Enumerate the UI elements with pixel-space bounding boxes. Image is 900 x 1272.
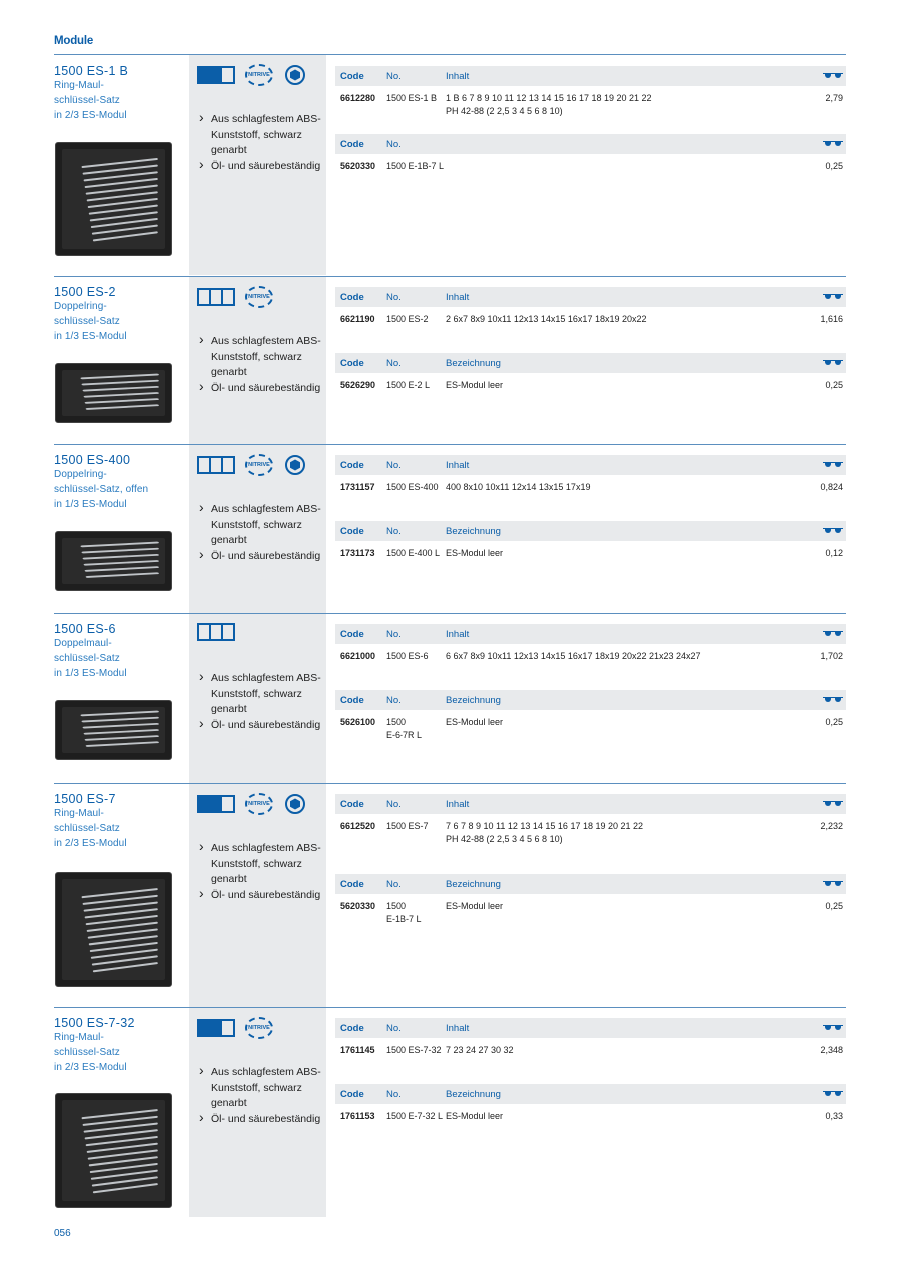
product-section bbox=[54, 444, 846, 613]
product-subtitle: Ring-Maul- bbox=[54, 1032, 104, 1043]
feature-panel bbox=[189, 1008, 326, 1217]
col-header-weight bbox=[786, 291, 846, 303]
table-row bbox=[335, 1104, 846, 1123]
table-header bbox=[335, 624, 846, 644]
col-header-description: Bezeichnung bbox=[446, 357, 501, 369]
table-row bbox=[335, 710, 846, 742]
col-header-weight bbox=[786, 798, 846, 810]
table-header bbox=[335, 353, 846, 373]
article-number-line: 1500 bbox=[386, 717, 407, 727]
col-header-code: Code bbox=[340, 459, 364, 471]
product-subtitle: schlüssel-Satz bbox=[54, 823, 120, 834]
article-description-line: ES-Modul leer bbox=[446, 717, 504, 727]
article-description bbox=[446, 160, 786, 173]
unit-drive-icon bbox=[245, 1017, 273, 1039]
product-section bbox=[54, 613, 846, 783]
article-number bbox=[386, 92, 446, 118]
section-divider bbox=[54, 613, 846, 614]
table-row bbox=[335, 541, 846, 560]
article-table bbox=[335, 134, 846, 173]
article-description bbox=[446, 313, 786, 326]
product-heading bbox=[54, 285, 186, 344]
article-code: 5626100 bbox=[340, 717, 376, 727]
feature-item: › Aus schlagfestem ABS-Kunststoff, schwarz genarbt bbox=[197, 1065, 323, 1112]
col-header-code: Code bbox=[340, 798, 364, 810]
article-description bbox=[446, 1044, 786, 1057]
col-header-weight bbox=[786, 70, 846, 82]
product-title: 1500 ES-7-32 bbox=[54, 1016, 135, 1030]
tray-insert bbox=[62, 538, 165, 584]
article-number bbox=[386, 313, 446, 326]
article-number bbox=[386, 547, 446, 560]
col-header-no: No. bbox=[386, 628, 401, 640]
article-description-line: 7 23 24 27 30 32 bbox=[446, 1045, 514, 1055]
product-heading bbox=[54, 453, 186, 512]
article-weight: 0,12 bbox=[825, 548, 843, 558]
col-header-code: Code bbox=[340, 1022, 364, 1034]
table-row bbox=[335, 86, 846, 118]
article-weight: 0,824 bbox=[820, 482, 843, 492]
tray-insert bbox=[62, 879, 165, 980]
product-title: 1500 ES-7 bbox=[54, 792, 116, 806]
feature-list bbox=[197, 334, 323, 396]
article-code: 6612280 bbox=[340, 93, 376, 103]
table-header bbox=[335, 521, 846, 541]
unit-drive-label: RIVE bbox=[257, 72, 270, 78]
article-description bbox=[446, 900, 786, 926]
article-number bbox=[386, 379, 446, 392]
product-subtitle: schlüssel-Satz bbox=[54, 1047, 120, 1058]
feature-list bbox=[197, 841, 323, 903]
product-subtitle: in 2/3 ES-Modul bbox=[54, 110, 127, 121]
col-header-code: Code bbox=[340, 525, 364, 537]
weight-icon bbox=[823, 878, 843, 887]
article-description bbox=[446, 547, 786, 560]
hex-socket-icon bbox=[285, 455, 305, 475]
article-weight: 0,25 bbox=[825, 901, 843, 911]
section-divider bbox=[54, 444, 846, 445]
product-heading bbox=[54, 1016, 186, 1075]
article-number-line: 1500 ES-6 bbox=[386, 651, 429, 661]
product-image bbox=[55, 1093, 172, 1208]
article-number-line: 1500 E-400 L bbox=[386, 548, 441, 558]
module-1-3-icon bbox=[197, 288, 235, 306]
table-header bbox=[335, 455, 846, 475]
col-header-description: Inhalt bbox=[446, 1022, 470, 1034]
article-description bbox=[446, 650, 786, 663]
article-description bbox=[446, 481, 786, 494]
table-row bbox=[335, 307, 846, 326]
feature-item: › Öl- und säurebeständig bbox=[197, 159, 323, 175]
feature-panel bbox=[189, 784, 326, 1007]
article-description bbox=[446, 1110, 786, 1123]
feature-list bbox=[197, 671, 323, 733]
unit-drive-icon bbox=[245, 454, 273, 476]
col-header-weight bbox=[786, 694, 846, 706]
article-weight: 2,232 bbox=[820, 821, 843, 831]
unit-drive-label: RIVE bbox=[257, 294, 270, 300]
table-header bbox=[335, 794, 846, 814]
article-number-line: E-6-7R L bbox=[386, 730, 423, 740]
table-row bbox=[335, 475, 846, 494]
product-subtitle: schlüssel-Satz bbox=[54, 316, 120, 327]
module-icons bbox=[197, 64, 305, 86]
feature-list bbox=[197, 112, 323, 174]
col-header-no: No. bbox=[386, 138, 401, 150]
product-subtitle: Doppelring- bbox=[54, 469, 107, 480]
unit-drive-label: RIVE bbox=[257, 801, 270, 807]
unit-drive-icon bbox=[245, 64, 273, 86]
table-header bbox=[335, 690, 846, 710]
article-number bbox=[386, 900, 446, 926]
col-header-code: Code bbox=[340, 70, 364, 82]
article-description-line: ES-Modul leer bbox=[446, 901, 504, 911]
product-subtitle: in 2/3 ES-Modul bbox=[54, 1062, 127, 1073]
module-icons bbox=[197, 623, 235, 641]
col-header-weight bbox=[786, 459, 846, 471]
product-title: 1500 ES-6 bbox=[54, 622, 116, 636]
article-weight: 0,25 bbox=[825, 161, 843, 171]
product-subtitle: in 2/3 ES-Modul bbox=[54, 838, 127, 849]
feature-item: › Öl- und säurebeständig bbox=[197, 1112, 323, 1128]
page-header: Module bbox=[54, 35, 94, 47]
product-subtitle: Doppelring- bbox=[54, 301, 107, 312]
unit-drive-icon bbox=[245, 286, 273, 308]
unit-drive-label: NIT bbox=[248, 1025, 258, 1031]
article-description-line: ES-Modul leer bbox=[446, 380, 504, 390]
feature-item: › Aus schlagfestem ABS-Kunststoff, schwarz genarbt bbox=[197, 841, 323, 888]
table-row bbox=[335, 373, 846, 392]
article-weight: 2,348 bbox=[820, 1045, 843, 1055]
section-divider bbox=[54, 1007, 846, 1008]
unit-drive-label: NIT bbox=[248, 294, 258, 300]
col-header-code: Code bbox=[340, 357, 364, 369]
article-table bbox=[335, 794, 846, 846]
product-subtitle: in 1/3 ES-Modul bbox=[54, 499, 127, 510]
hex-socket-icon bbox=[285, 65, 305, 85]
unit-drive-label: NIT bbox=[248, 72, 258, 78]
weight-icon bbox=[823, 694, 843, 703]
table-row bbox=[335, 894, 846, 926]
article-table bbox=[335, 1084, 846, 1123]
table-row bbox=[335, 154, 846, 173]
weight-icon bbox=[823, 798, 843, 807]
col-header-no: No. bbox=[386, 798, 401, 810]
col-header-no: No. bbox=[386, 878, 401, 890]
col-header-description: Inhalt bbox=[446, 70, 470, 82]
feature-list bbox=[197, 502, 323, 564]
table-row bbox=[335, 1038, 846, 1057]
col-header-weight bbox=[786, 628, 846, 640]
article-code: 6621190 bbox=[340, 314, 375, 324]
table-header bbox=[335, 134, 846, 154]
product-section bbox=[54, 276, 846, 444]
product-subtitle: Doppelmaul- bbox=[54, 638, 112, 649]
feature-item: › Aus schlagfestem ABS-Kunststoff, schwarz genarbt bbox=[197, 112, 323, 159]
weight-icon bbox=[823, 1088, 843, 1097]
article-description-line: 2 6x7 8x9 10x11 12x13 14x15 16x17 18x19 20x22 bbox=[446, 314, 647, 324]
product-image bbox=[55, 363, 172, 423]
table-header bbox=[335, 1084, 846, 1104]
weight-icon bbox=[823, 138, 843, 147]
article-description-line: PH 42-88 (2 2,5 3 4 5 6 8 10) bbox=[446, 834, 563, 844]
article-weight: 0,25 bbox=[825, 717, 843, 727]
feature-panel bbox=[189, 614, 326, 783]
table-header bbox=[335, 1018, 846, 1038]
feature-panel bbox=[189, 277, 326, 444]
module-2-3-icon bbox=[197, 66, 235, 84]
col-header-code: Code bbox=[340, 291, 364, 303]
article-code: 1731157 bbox=[340, 482, 375, 492]
table-header bbox=[335, 287, 846, 307]
module-icons bbox=[197, 454, 305, 476]
article-description-line: 7 6 7 8 9 10 11 12 13 14 15 16 17 18 19 20 21 22 bbox=[446, 821, 644, 831]
product-subtitle: Ring-Maul- bbox=[54, 80, 104, 91]
article-number-line: 1500 ES-2 bbox=[386, 314, 429, 324]
product-subtitle: in 1/3 ES-Modul bbox=[54, 331, 127, 342]
article-description-line: ES-Modul leer bbox=[446, 548, 504, 558]
article-description-line: 6 6x7 8x9 10x11 12x13 14x15 16x17 18x19 20x22 21x23 24x27 bbox=[446, 651, 701, 661]
col-header-description: Bezeichnung bbox=[446, 1088, 501, 1100]
article-description bbox=[446, 379, 786, 392]
article-table bbox=[335, 287, 846, 326]
product-title: 1500 ES-1 B bbox=[54, 64, 129, 78]
section-divider bbox=[54, 276, 846, 277]
article-table bbox=[335, 624, 846, 663]
article-table bbox=[335, 353, 846, 392]
col-header-no: No. bbox=[386, 459, 401, 471]
col-header-no: No. bbox=[386, 70, 401, 82]
product-subtitle: in 1/3 ES-Modul bbox=[54, 668, 127, 679]
weight-icon bbox=[823, 291, 843, 300]
product-title: 1500 ES-400 bbox=[54, 453, 131, 467]
article-table bbox=[335, 874, 846, 926]
tray-insert bbox=[62, 149, 165, 249]
article-description-line: PH 42-88 (2 2,5 3 4 5 6 8 10) bbox=[446, 106, 563, 116]
article-code: 5620330 bbox=[340, 161, 376, 171]
col-header-description: Inhalt bbox=[446, 798, 470, 810]
article-code: 5626290 bbox=[340, 380, 376, 390]
unit-drive-label: NIT bbox=[248, 801, 258, 807]
col-header-description: Bezeichnung bbox=[446, 694, 501, 706]
article-description-line: 1 B 6 7 8 9 10 11 12 13 14 15 16 17 18 19 20 21 22 bbox=[446, 93, 652, 103]
article-number-line: 1500 ES-7 bbox=[386, 821, 429, 831]
article-number bbox=[386, 160, 446, 173]
product-heading bbox=[54, 622, 186, 681]
article-number bbox=[386, 716, 446, 742]
unit-drive-label: RIVE bbox=[257, 1025, 270, 1031]
weight-icon bbox=[823, 628, 843, 637]
article-weight: 1,616 bbox=[820, 314, 843, 324]
product-subtitle: schlüssel-Satz bbox=[54, 653, 120, 664]
article-number bbox=[386, 1110, 446, 1123]
col-header-code: Code bbox=[340, 878, 364, 890]
article-description bbox=[446, 716, 786, 742]
col-header-weight bbox=[786, 357, 846, 369]
weight-icon bbox=[823, 70, 843, 79]
col-header-description: Bezeichnung bbox=[446, 878, 501, 890]
feature-item: › Aus schlagfestem ABS-Kunststoff, schwarz genarbt bbox=[197, 334, 323, 381]
article-code: 1761153 bbox=[340, 1111, 375, 1121]
product-heading bbox=[54, 64, 186, 123]
col-header-description: Inhalt bbox=[446, 628, 470, 640]
weight-icon bbox=[823, 1022, 843, 1031]
product-section bbox=[54, 55, 846, 276]
weight-icon bbox=[823, 357, 843, 366]
table-row bbox=[335, 814, 846, 846]
product-image bbox=[55, 872, 172, 987]
feature-item: › Öl- und säurebeständig bbox=[197, 888, 323, 904]
unit-drive-icon bbox=[245, 793, 273, 815]
article-number-line: 1500 ES-400 bbox=[386, 482, 439, 492]
col-header-weight bbox=[786, 525, 846, 537]
article-code: 1761145 bbox=[340, 1045, 375, 1055]
tray-insert bbox=[62, 707, 165, 753]
article-number-line: E-1B-7 L bbox=[386, 914, 422, 924]
col-header-weight bbox=[786, 878, 846, 890]
product-image bbox=[55, 142, 172, 256]
module-icons bbox=[197, 793, 305, 815]
article-weight: 0,25 bbox=[825, 380, 843, 390]
unit-drive-label: NIT bbox=[248, 462, 258, 468]
col-header-no: No. bbox=[386, 694, 401, 706]
product-image bbox=[55, 700, 172, 760]
article-description bbox=[446, 92, 786, 118]
tray-insert bbox=[62, 370, 165, 416]
page-number: 056 bbox=[54, 1228, 71, 1239]
article-weight: 1,702 bbox=[820, 651, 843, 661]
tray-insert bbox=[62, 1100, 165, 1201]
module-icons bbox=[197, 286, 273, 308]
col-header-description: Inhalt bbox=[446, 291, 470, 303]
article-weight: 2,79 bbox=[825, 93, 843, 103]
article-description-line: 400 8x10 10x11 12x14 13x15 17x19 bbox=[446, 482, 591, 492]
article-table bbox=[335, 66, 846, 118]
article-number bbox=[386, 650, 446, 663]
product-title: 1500 ES-2 bbox=[54, 285, 116, 299]
col-header-weight bbox=[786, 138, 846, 150]
unit-drive-label: RIVE bbox=[257, 462, 270, 468]
col-header-no: No. bbox=[386, 1022, 401, 1034]
col-header-description: Bezeichnung bbox=[446, 525, 501, 537]
table-row bbox=[335, 644, 846, 663]
feature-panel bbox=[189, 445, 326, 613]
article-number-line: 1500 E-1B-7 L bbox=[386, 161, 445, 171]
article-number bbox=[386, 820, 446, 846]
feature-item: › Öl- und säurebeständig bbox=[197, 549, 323, 565]
feature-item: › Aus schlagfestem ABS-Kunststoff, schwarz genarbt bbox=[197, 671, 323, 718]
article-number bbox=[386, 481, 446, 494]
col-header-code: Code bbox=[340, 1088, 364, 1100]
module-2-3-icon bbox=[197, 1019, 235, 1037]
feature-item: › Öl- und säurebeständig bbox=[197, 381, 323, 397]
weight-icon bbox=[823, 525, 843, 534]
module-1-3-icon bbox=[197, 623, 235, 641]
article-table bbox=[335, 521, 846, 560]
col-header-code: Code bbox=[340, 694, 364, 706]
article-weight: 0,33 bbox=[825, 1111, 843, 1121]
col-header-weight bbox=[786, 1088, 846, 1100]
module-1-3-icon bbox=[197, 456, 235, 474]
col-header-code: Code bbox=[340, 138, 364, 150]
hex-socket-icon bbox=[285, 794, 305, 814]
article-number-line: 1500 E-7-32 L bbox=[386, 1111, 444, 1121]
article-code: 6612520 bbox=[340, 821, 376, 831]
feature-list bbox=[197, 1065, 323, 1127]
product-image bbox=[55, 531, 172, 591]
article-table bbox=[335, 1018, 846, 1057]
article-number-line: 1500 E-2 L bbox=[386, 380, 431, 390]
weight-icon bbox=[823, 459, 843, 468]
section-divider bbox=[54, 783, 846, 784]
col-header-description: Inhalt bbox=[446, 459, 470, 471]
col-header-no: No. bbox=[386, 525, 401, 537]
article-description bbox=[446, 820, 786, 846]
col-header-weight bbox=[786, 1022, 846, 1034]
product-subtitle: Ring-Maul- bbox=[54, 808, 104, 819]
article-table bbox=[335, 455, 846, 494]
article-number-line: 1500 ES-1 B bbox=[386, 93, 438, 103]
col-header-no: No. bbox=[386, 357, 401, 369]
product-section bbox=[54, 783, 846, 1007]
feature-item: › Öl- und säurebeständig bbox=[197, 718, 323, 734]
table-header bbox=[335, 66, 846, 86]
col-header-no: No. bbox=[386, 291, 401, 303]
feature-item: › Aus schlagfestem ABS-Kunststoff, schwarz genarbt bbox=[197, 502, 323, 549]
article-number-line: 1500 bbox=[386, 901, 407, 911]
article-table bbox=[335, 690, 846, 742]
article-number-line: 1500 ES-7-32 bbox=[386, 1045, 442, 1055]
module-2-3-icon bbox=[197, 795, 235, 813]
col-header-no: No. bbox=[386, 1088, 401, 1100]
product-subtitle: schlüssel-Satz bbox=[54, 95, 120, 106]
product-heading bbox=[54, 792, 186, 851]
article-code: 6621000 bbox=[340, 651, 376, 661]
article-number bbox=[386, 1044, 446, 1057]
article-code: 1731173 bbox=[340, 548, 375, 558]
article-description-line: ES-Modul leer bbox=[446, 1111, 504, 1121]
product-section bbox=[54, 1007, 846, 1217]
product-subtitle: schlüssel-Satz, offen bbox=[54, 484, 149, 495]
col-header-code: Code bbox=[340, 628, 364, 640]
feature-panel bbox=[189, 55, 326, 275]
module-icons bbox=[197, 1017, 273, 1039]
table-header bbox=[335, 874, 846, 894]
article-code: 5620330 bbox=[340, 901, 376, 911]
